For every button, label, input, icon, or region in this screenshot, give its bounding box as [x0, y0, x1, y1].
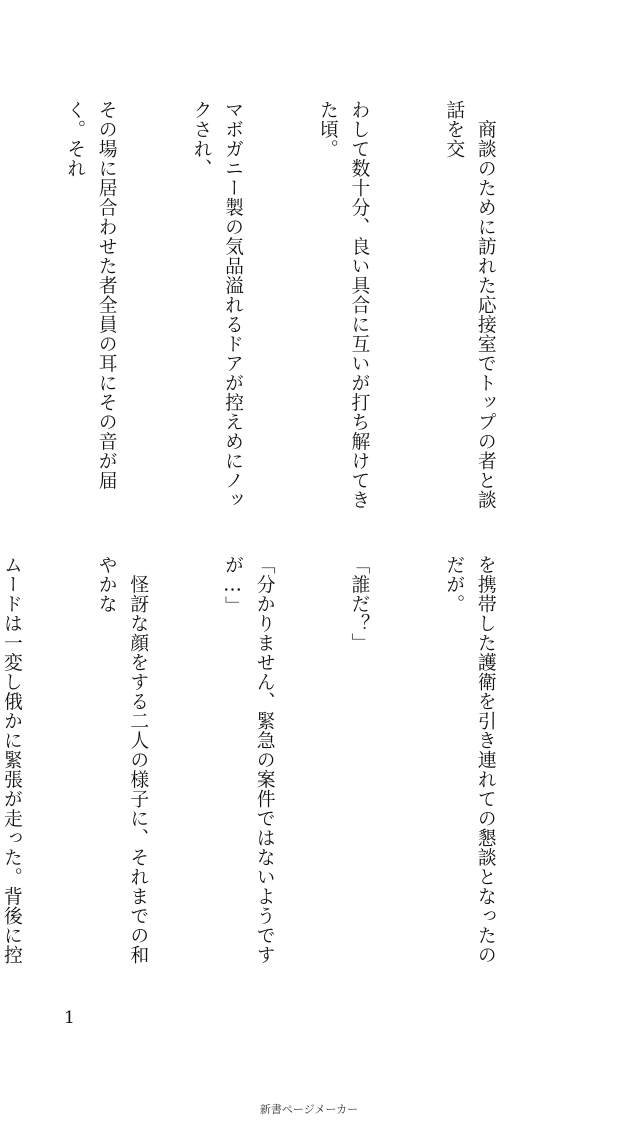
text-line: マボガニー製の気品溢れるドアが控えめにノックされ、: [190, 100, 244, 510]
text-line: 商談のために訪れた応接室でトップの者と談話を交: [443, 100, 496, 510]
text-line: ムードは一変し俄かに緊張が走った。背後に控: [0, 555, 22, 965]
dialogue-line: 「分かりません、緊急の案件ではないようですが…」: [222, 555, 275, 965]
footer-app-name: 新書ページメーカー: [259, 1103, 359, 1116]
dialogue-line: 「誰だ？」: [348, 555, 370, 653]
text-block-lower: [0, 555, 564, 979]
text-line: 怪訝な顔をする二人の様子に、それまでの和やかな: [95, 555, 149, 965]
text-line: その場に居合わせた者全員の耳にその音が届く。それ: [64, 100, 117, 490]
text-block-upper: [44, 100, 564, 524]
page-number: 1: [64, 1008, 75, 1028]
text-line: を携帯した護衛を引き連れての懇談となったのだが。: [443, 555, 496, 965]
text-line: わして数十分、良い具合に互いが打ち解けてきた頃。: [316, 100, 370, 510]
